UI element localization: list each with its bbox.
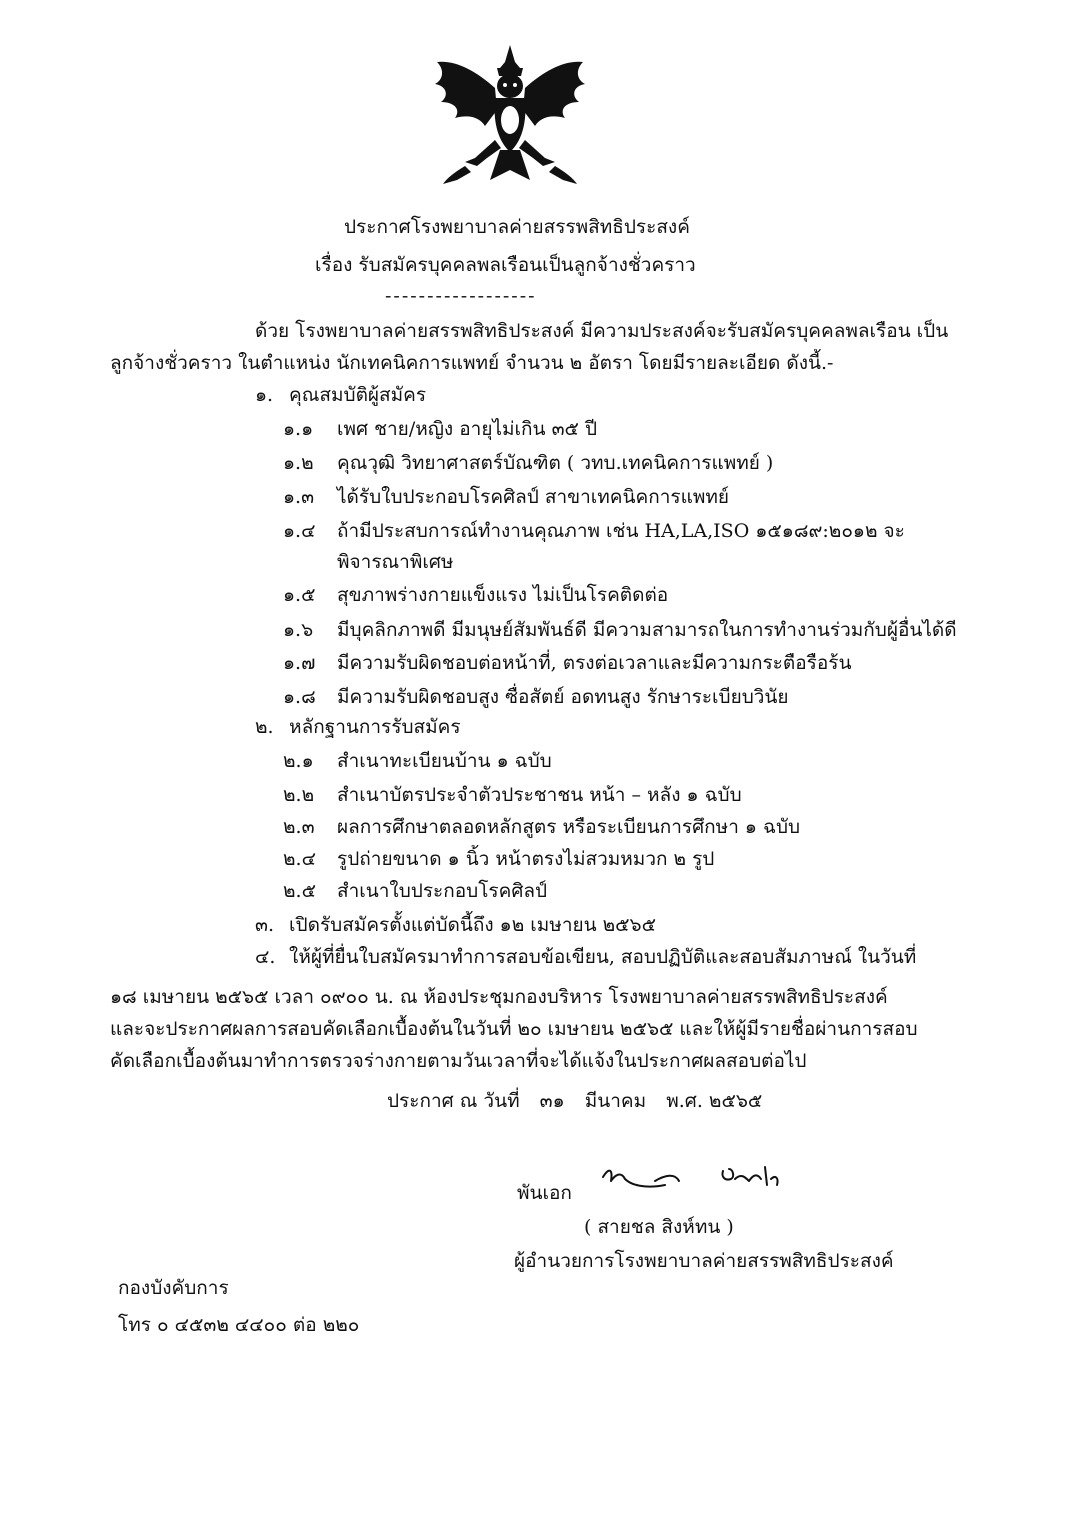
- item-number: ๑.๔: [283, 520, 316, 542]
- item-number: ๑.๑: [283, 418, 314, 440]
- signer-name: ( สายชล สิงห์ทน ): [584, 1216, 734, 1238]
- intro-line-1: ด้วย โรงพยาบาลค่ายสรรพสิทธิประสงค์ มีความประสงค์จะรับสมัครบุคคลพลเรือน เป็น: [255, 320, 949, 342]
- date-year: พ.ศ. ๒๕๖๕: [666, 1090, 763, 1112]
- list-item: [283, 450, 773, 476]
- section-4-line-1: [255, 944, 916, 970]
- item-text: มีความรับผิดชอบต่อหน้าที่, ตรงต่อเวลาและมีความกระตือรือร้น: [337, 652, 852, 674]
- item-number: ๑.๘: [283, 686, 316, 708]
- title-divider: ------------------: [385, 285, 537, 307]
- item-text: คุณวุฒิ วิทยาศาสตร์บัณฑิต ( วทบ.เทคนิคการแพทย์ ): [337, 452, 774, 474]
- section-3-text: เปิดรับสมัครตั้งแต่บัดนี้ถึง ๑๒ เมษายน ๒๕๖๕: [289, 914, 656, 936]
- section-4-text: ให้ผู้ที่ยื่นใบสมัครมาทำการสอบข้อเขียน, สอบปฏิบัติและสอบสัมภาษณ์ ในวันที่: [289, 946, 917, 968]
- list-item: [283, 748, 552, 774]
- item-number: ๑.๒: [283, 452, 314, 474]
- section-4-line-4: คัดเลือกเบื้องต้นมาทำการตรวจร่างกายตามวันเวลาที่จะได้แจ้งในประกาศผลสอบต่อไป: [110, 1050, 807, 1072]
- item-number: ๑.๖: [283, 619, 314, 641]
- section-3-number: ๓.: [255, 914, 275, 936]
- item-number: ๒.๓: [283, 816, 315, 838]
- section-2-number: ๒.: [255, 716, 274, 738]
- item-text: ผลการศึกษาตลอดหลักสูตร หรือระเบียนการศึกษา ๑ ฉบับ: [337, 816, 801, 838]
- item-number: ๒.๔: [283, 848, 316, 870]
- list-item: [283, 518, 905, 544]
- section-2-heading: [255, 714, 461, 740]
- list-item: [283, 582, 668, 608]
- footer-department: กองบังคับการ: [118, 1277, 229, 1299]
- item-text: เพศ ชาย/หญิง อายุไม่เกิน ๓๕ ปี: [337, 418, 598, 440]
- item-text: สำเนาทะเบียนบ้าน ๑ ฉบับ: [337, 750, 552, 772]
- item-number: ๒.๒: [283, 784, 315, 806]
- section-1-number: ๑.: [255, 384, 274, 406]
- item-text: ถ้ามีประสบการณ์ทำงานคุณภาพ เช่น HA,LA,ISO ๑๕๑๘๙:๒๐๑๒ จะ: [337, 520, 905, 542]
- date-month: มีนาคม: [584, 1090, 647, 1112]
- item-text: สุขภาพร่างกายแข็งแรง ไม่เป็นโรคติดต่อ: [337, 584, 669, 606]
- list-item: [283, 617, 957, 643]
- item-number: ๒.๕: [283, 880, 316, 902]
- intro-line-2: ลูกจ้างชั่วคราว ในตำแหน่ง นักเทคนิคการแพทย์ จำนวน ๒ อัตรา โดยมีรายละเอียด ดังนี้.-: [110, 352, 834, 374]
- item-text: มีบุคลิกภาพดี มีมนุษย์สัมพันธ์ดี มีความสามารถในการทำงานร่วมกับผู้อื่นได้ดี: [337, 619, 957, 641]
- section-2-title: หลักฐานการรับสมัคร: [289, 716, 461, 738]
- section-3: [255, 912, 656, 938]
- list-item: [283, 650, 851, 676]
- item-number: ๒.๑: [283, 750, 314, 772]
- footer-phone: โทร ๐ ๔๕๓๒ ๔๔๐๐ ต่อ ๒๒๐: [118, 1314, 360, 1336]
- list-item: [283, 684, 789, 710]
- section-4-number: ๔.: [255, 946, 276, 968]
- list-item: [283, 484, 729, 510]
- announcement-date: [387, 1088, 776, 1114]
- item-text: มีความรับผิดชอบสูง ซื่อสัตย์ อดทนสูง รักษาระเบียบวินัย: [337, 686, 789, 708]
- date-prefix: ประกาศ ณ วันที่: [387, 1090, 520, 1112]
- announcement-subject: เรื่อง รับสมัครบุคคลพลเรือนเป็นลูกจ้างชั่วคราว: [315, 254, 696, 276]
- list-item: [283, 846, 714, 872]
- list-item: [283, 416, 597, 442]
- list-item: [283, 782, 742, 808]
- item-continuation: พิจารณาพิเศษ: [337, 551, 454, 573]
- item-number: ๑.๗: [283, 652, 316, 674]
- item-text: ได้รับใบประกอบโรคศิลป์ สาขาเทคนิคการแพทย์: [337, 486, 730, 508]
- section-4-line-2: ๑๘ เมษายน ๒๕๖๕ เวลา ๐๙๐๐ น. ณ ห้องประชุมกองบริหาร โรงพยาบาลค่ายสรรพสิทธิประสงค์: [110, 986, 888, 1008]
- signer-position: ผู้อำนวยการโรงพยาบาลค่ายสรรพสิทธิประสงค์: [514, 1250, 894, 1272]
- list-item: [283, 878, 547, 904]
- item-number: ๑.๓: [283, 486, 315, 508]
- item-text: สำเนาบัตรประจำตัวประชาชน หน้า – หลัง ๑ ฉบับ: [337, 784, 742, 806]
- section-1-title: คุณสมบัติผู้สมัคร: [289, 384, 427, 406]
- garuda-emblem-icon: [425, 40, 595, 190]
- announcement-title: ประกาศโรงพยาบาลค่ายสรรพสิทธิประสงค์: [344, 216, 690, 238]
- item-text: สำเนาใบประกอบโรคศิลป์: [337, 880, 548, 902]
- item-text: รูปถ่ายขนาด ๑ นิ้ว หน้าตรงไม่สวมหมวก ๒ รูป: [337, 848, 715, 870]
- item-number: ๑.๕: [283, 584, 316, 606]
- signer-rank: พันเอก: [517, 1182, 572, 1204]
- signature-mark: [595, 1155, 805, 1205]
- section-1-heading: [255, 382, 426, 408]
- list-item: [283, 814, 800, 840]
- section-4-line-3: และจะประกาศผลการสอบคัดเลือกเบื้องต้นในวันที่ ๒๐ เมษายน ๒๕๖๕ และให้ผู้มีรายชื่อผ่านการสอบ: [110, 1018, 918, 1040]
- date-day: ๓๑: [539, 1090, 565, 1112]
